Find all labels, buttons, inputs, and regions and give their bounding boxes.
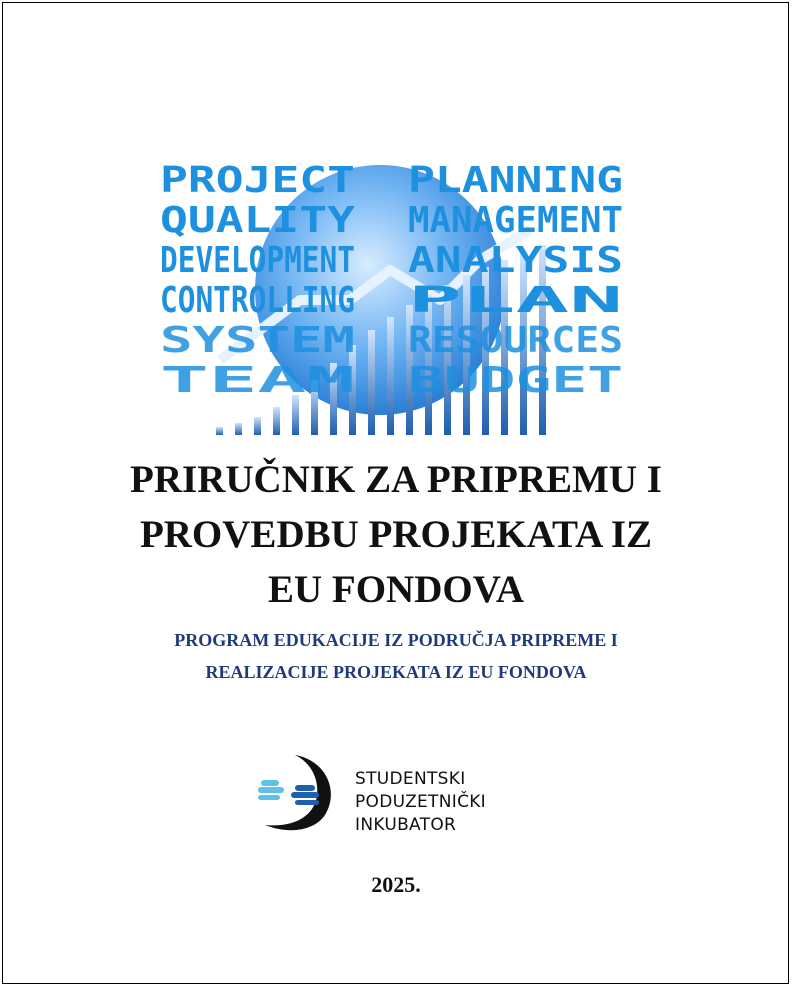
hero-bar [368, 330, 375, 435]
hero-bar [254, 417, 261, 435]
title-line-2: PROVEDBU PROJEKATA IZ [139, 513, 653, 556]
hero-word: MANAGEMENT [408, 200, 623, 241]
subtitle-line-2: REALIZACIJE PROJEKATA IZ EU FONDOVA [205, 662, 587, 682]
hero-word: PLANNING [408, 160, 623, 201]
hero-word: TEAM [160, 360, 355, 401]
organization-logo [255, 750, 535, 840]
right-word-column [408, 160, 623, 401]
document-title [40, 452, 752, 617]
hero-bar [292, 395, 299, 435]
left-word-column [160, 160, 355, 401]
publication-year: 2025. [371, 872, 421, 897]
hero-word: PLAN [408, 280, 623, 321]
logo-line-2: PODUZETNIČKI [355, 792, 487, 812]
cover-illustration-svg [150, 150, 630, 440]
subtitle-line-1: PROGRAM EDUKACIJE IZ PODRUČJA PRIPREME I [174, 630, 618, 650]
logo-line-1: STUDENTSKI [355, 769, 466, 789]
hero-word: PROJECT [160, 160, 355, 201]
hero-word: BUDGET [408, 360, 623, 401]
hands-logo-icon [255, 750, 355, 840]
title-line-1: PRIRUČNIK ZA PRIPREMU I [130, 458, 662, 501]
hero-bar [387, 317, 394, 435]
logo-text [355, 768, 486, 837]
title-line-3: EU FONDOVA [267, 568, 525, 611]
document-subtitle [60, 624, 732, 688]
hero-word: SYSTEM [160, 320, 355, 361]
cover-illustration [150, 150, 630, 440]
logo-line-3: INKUBATOR [355, 815, 457, 835]
hero-bar [216, 427, 223, 435]
hero-bar [235, 423, 242, 435]
hero-bar [273, 407, 280, 435]
hero-word: ANALYSIS [408, 240, 623, 281]
hero-word: CONTROLLING [160, 280, 355, 321]
hero-word: QUALITY [160, 200, 356, 241]
hero-word: RESOURCES [408, 320, 623, 361]
hero-word: DEVELOPMENT [160, 240, 355, 281]
